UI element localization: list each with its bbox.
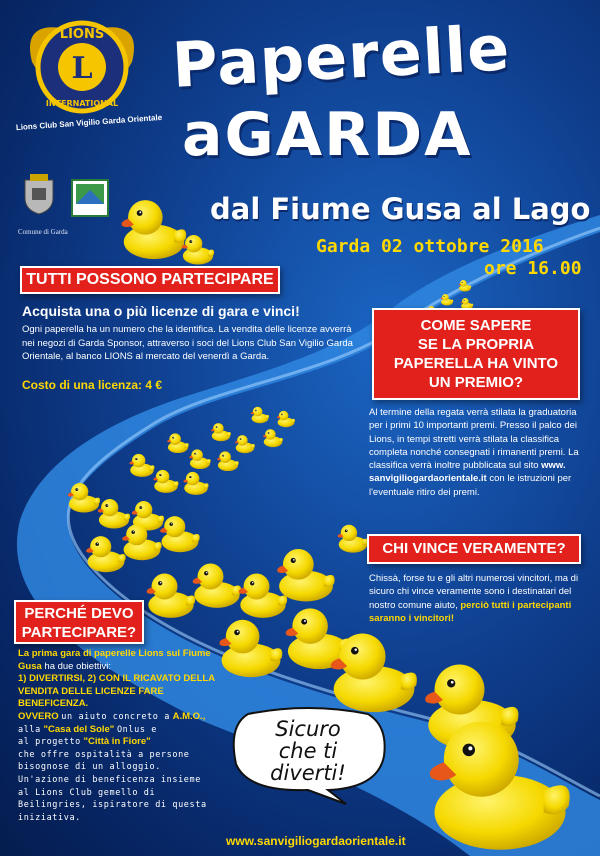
section4-casa: "Casa del Sole": [43, 723, 115, 735]
lions-logo: [22, 12, 142, 122]
section4-line-f: Un'azione di beneficenza insieme al Lions Club gemello di Beilingries, ispiratore di questa iniziativa.: [18, 774, 207, 823]
section4-intro-b: ha due obiettivi:: [44, 660, 111, 672]
section3-text: Chissà, forse tu e gli altri numerosi vincitori, ma di sicuro chi vince veramente sono i destinatari del nostro comune aiuto,: [369, 573, 579, 611]
heading-line: UN PREMIO?: [428, 374, 524, 391]
section4-amo: A.M.O.,: [172, 710, 206, 722]
heading-tutti-possono: TUTTI POSSONO PARTECIPARE: [20, 266, 280, 294]
section4-intro: La prima gara di paperelle Lions sul Fiume Gusa: [18, 648, 211, 672]
heading-perche-devo: [14, 600, 144, 644]
lions-logo-letter: L: [71, 51, 93, 86]
section4-body: [18, 648, 218, 824]
section1-lead: Acquista una o più licenze di gara e vinci!: [22, 303, 300, 319]
section2-body: [369, 406, 591, 499]
section2-text-end: con le istruzioni per l'eventuale ritiro dei premi.: [369, 473, 572, 498]
event-date: Garda 02 ottobre 2016: [316, 236, 544, 257]
section3-highlight: perciò tutti i partecipanti saranno i vincitori!: [369, 599, 572, 624]
heading-line: COME SAPERE: [420, 317, 532, 334]
heading-come-sapere: [372, 308, 580, 400]
title-a-garda: aGARDA: [182, 100, 473, 170]
title-paperelle: Paperelle: [170, 11, 512, 102]
heading-line: PARTECIPARE?: [21, 624, 137, 641]
comune-coat-of-arms: [22, 172, 56, 216]
section3-body: [369, 572, 591, 625]
heading-line: PERCHÉ DEVO: [24, 605, 134, 622]
lions-logo-sub: INTERNATIONAL: [45, 99, 119, 108]
bubble-text: [248, 718, 368, 784]
bubble-line: che ti: [278, 739, 338, 763]
comune-caption: Comune di Garda: [18, 228, 68, 236]
section1-body: Ogni paperella ha un numero che la identifica. La vendita delle licenze avverrà nei negozi di Garda Sponsor, attraverso i soci del Lions Club San Vigilio Garda Orientale, al banco LIONS al mercato del venerdì a Garda.: [22, 324, 353, 362]
section4-line-d: al progetto: [18, 737, 81, 748]
footer-url[interactable]: www.sanvigiliogardaorientale.it: [226, 834, 406, 848]
bubble-line: Sicuro: [275, 717, 341, 741]
section4-line-b: alla: [18, 724, 41, 735]
section4-citta: "Città in Fiore": [83, 736, 151, 748]
site-link[interactable]: www. sanvigiliogardaorientale.it: [369, 460, 566, 485]
subtitle: dal Fiume Gusa al Lago: [210, 192, 591, 226]
lions-logo-name: LIONS: [59, 27, 105, 42]
club-caption: Lions Club San Vigilio Garda Orientale: [15, 112, 163, 133]
license-cost: Costo di una licenza: 4 €: [22, 378, 163, 392]
heading-line: PAPERELLA HA VINTO: [393, 355, 559, 372]
section4-goals: 1) DIVERTIRSI, 2) CON IL RICAVATO DELLA VENDITA DELLE LICENZE FARE BENEFICENZA.: [18, 673, 215, 710]
event-time: ore 16.00: [484, 258, 582, 279]
section4-ovvero: OVVERO: [18, 710, 59, 722]
section4-line-e: che offre ospitalità a persone bisognose di un alloggio.: [18, 749, 190, 773]
section4-line-a: un aiuto concreto a: [61, 711, 170, 722]
heading-chi-vince: CHI VINCE VERAMENTE?: [367, 534, 581, 564]
section2-text: Al termine della regata verrà stilata la graduatoria per i primi 10 importanti premi. Presso il palco dei Lions, in tempi stretti verrà stilata la classifica completa nonché consegnati i rimanenti premi. La classifica verrà inoltre pubblicata sul sito: [369, 407, 579, 472]
section4-line-c: Onlus e: [116, 724, 157, 735]
bubble-line: diverti!: [270, 761, 346, 785]
sponsor-logo: [70, 178, 110, 218]
heading-line: SE LA PROPRIA: [417, 336, 535, 353]
